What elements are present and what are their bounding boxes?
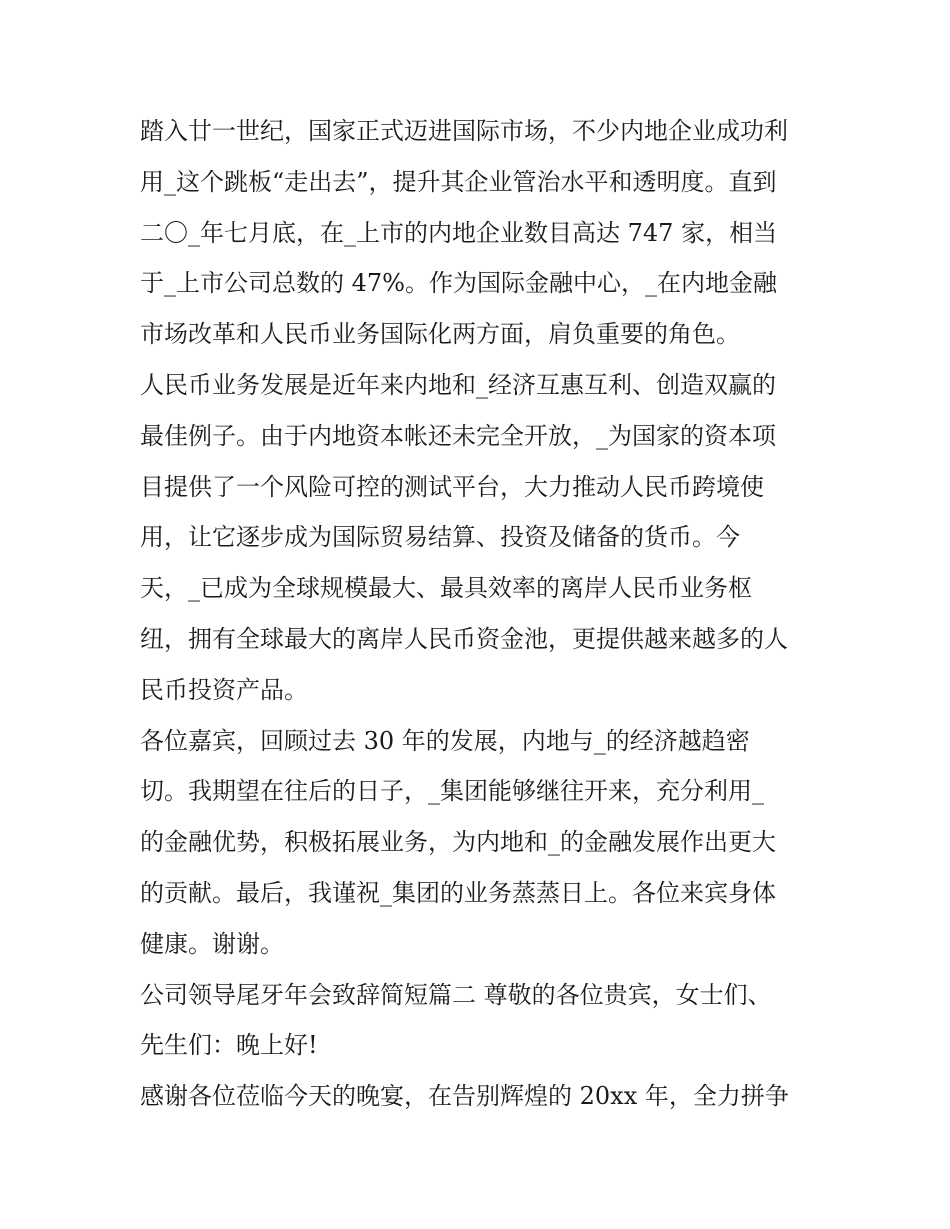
text-line: 各位嘉宾，回顾过去 30 年的发展，内地与_的经济越趋密 [140, 726, 750, 755]
text-line: 感谢各位莅临今天的晚宴，在告别辉煌的 20xx 年，全力拼争 [140, 1082, 789, 1111]
text-line: 公司领导尾牙年会致辞简短篇二 尊敬的各位贵宾，女士们、 [140, 980, 772, 1009]
text-line: 先生们：晚上好! [140, 1031, 318, 1060]
text-line: 健康。谢谢。 [140, 929, 284, 958]
text-line: 最佳例子。由于内地资本帐还未完全开放，_为国家的资本项 [140, 421, 776, 450]
text-line: 的金融优势，积极拓展业务，为内地和_的金融发展作出更大 [140, 828, 776, 857]
text-line: 市场改革和人民币业务国际化两方面，肩负重要的角色。 [140, 320, 740, 349]
text-line: 民币投资产品。 [140, 675, 308, 704]
body-text [140, 106, 820, 1122]
text-line: 纽，拥有全球最大的离岸人民币资金池，更提供越来越多的人 [140, 624, 788, 653]
text-line: 二〇_年七月底，在_上市的内地企业数目高达 747 家，相当 [140, 218, 778, 247]
text-line: 天，_已成为全球规模最大、最具效率的离岸人民币业务枢 [140, 574, 752, 603]
text-line: 切。我期望在往后的日子，_集团能够继往开来，充分利用_ [140, 777, 764, 806]
text-line: 踏入廿一世纪，国家正式迈进国际市场，不少内地企业成功利 [140, 117, 788, 145]
text-line: 的贡献。最后，我谨祝_集团的业务蒸蒸日上。各位来宾身体 [140, 878, 776, 907]
text-line: 人民币业务发展是近年来内地和_经济互惠互利、创造双赢的 [140, 370, 776, 399]
text-line: 目提供了一个风险可控的测试平台，大力推动人民币跨境使 [140, 472, 764, 501]
text-line: 用，让它逐步成为国际贸易结算、投资及储备的货币。今 [140, 523, 740, 552]
text-line: 用_这个跳板“走出去”，提升其企业管治水平和透明度。直到 [140, 167, 777, 196]
text-line: 于_上市公司总数的 47%。作为国际金融中心，_在内地金融 [140, 269, 777, 298]
